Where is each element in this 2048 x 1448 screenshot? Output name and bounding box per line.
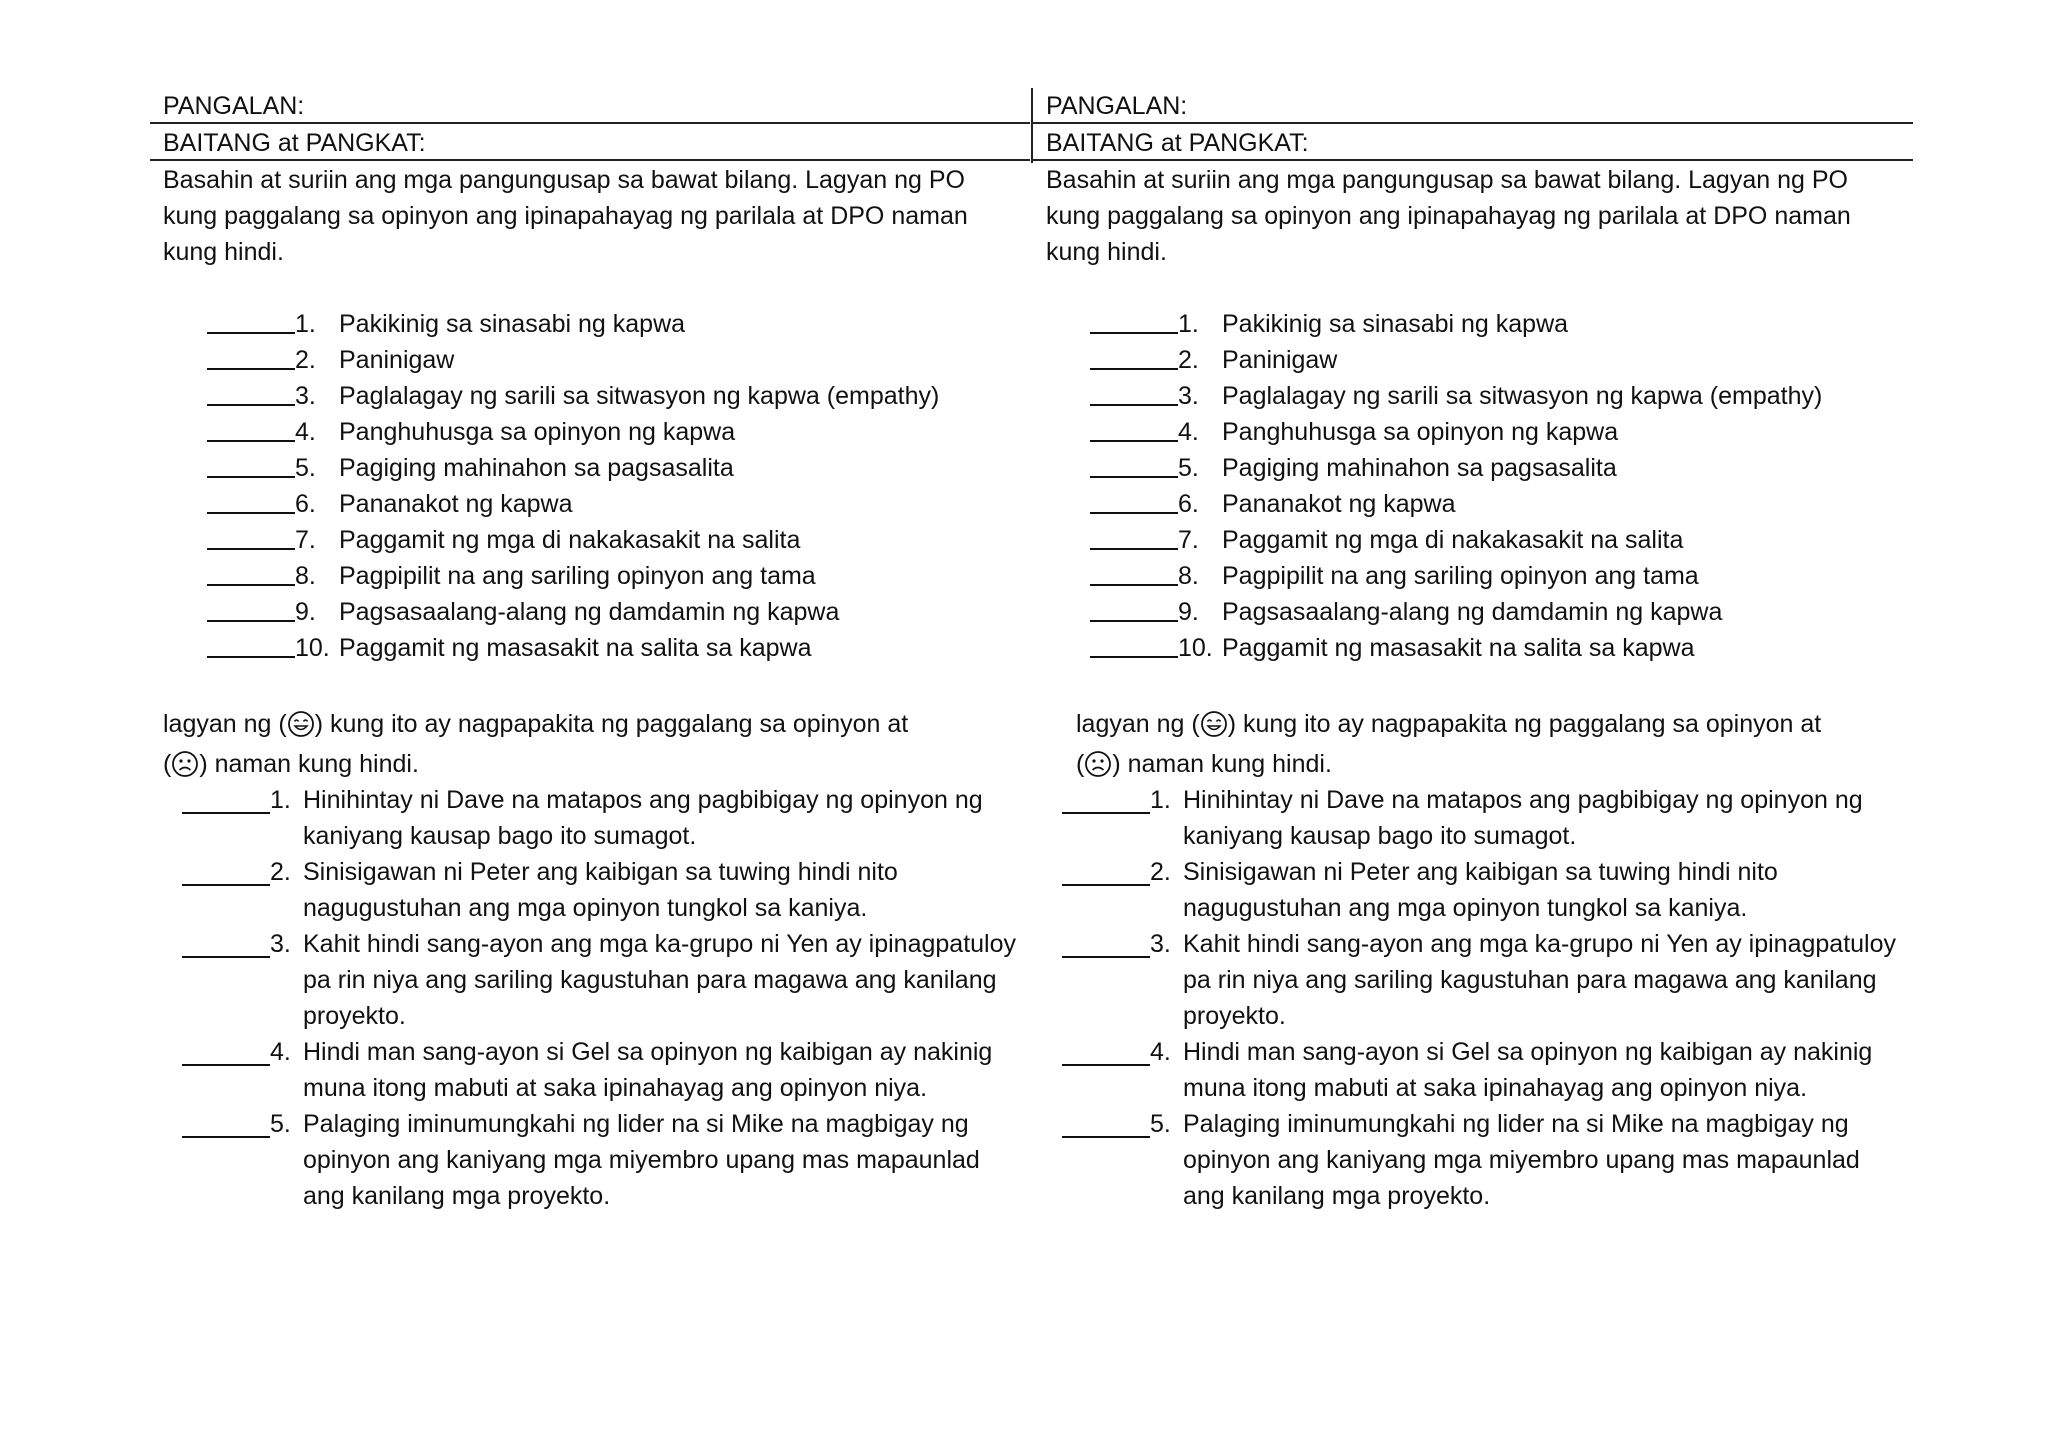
list-item [1090, 630, 1910, 666]
item-text: Pagiging mahinahon sa pagsasalita [1222, 454, 1617, 482]
list-item [1090, 306, 1910, 342]
answer-blank[interactable] [1090, 450, 1178, 478]
item-text: Paggamit ng mga di nakakasakit na salita [1222, 526, 1684, 554]
item-number: 10. [1178, 634, 1213, 662]
answer-blank[interactable] [207, 558, 295, 586]
sad-face-icon [171, 750, 199, 778]
item-text: Pakikinig sa sinasabi ng kapwa [339, 310, 686, 338]
part-b-list [182, 782, 1032, 1214]
item-number: 5. [270, 1110, 291, 1138]
list-item [182, 1034, 1032, 1106]
answer-blank[interactable] [182, 930, 270, 958]
item-number: 2. [1178, 346, 1199, 374]
list-item [207, 414, 1027, 450]
item-number: 2. [1150, 858, 1171, 886]
item-text: Paggamit ng mga di nakakasakit na salita [339, 526, 801, 554]
instr-text: ) naman kung hindi. [199, 750, 419, 778]
answer-blank[interactable] [1090, 630, 1178, 658]
item-text: Hinihintay ni Dave na matapos ang pagbibigay ng opinyon ng kaniyang kausap bago ito sumagot. [1183, 786, 1863, 850]
item-text: Kahit hindi sang-ayon ang mga ka-grupo ni Yen ay ipinagpatuloy pa rin niya ang sariling kagustuhan para magawa ang kanilang proyekto. [1183, 930, 1897, 1030]
instr-text: ( [163, 750, 172, 778]
smiling-face-icon [287, 710, 315, 738]
item-text: Sinisigawan ni Peter ang kaibigan sa tuwing hindi nito nagugustuhan ang mga opinyon tungkol sa kaniya. [1183, 858, 1778, 922]
item-text: Paggamit ng masasakit na salita sa kapwa [339, 634, 812, 662]
item-text: Pananakot ng kapwa [1222, 490, 1456, 518]
item-number: 2. [270, 858, 291, 886]
answer-blank[interactable] [182, 786, 270, 814]
item-number: 7. [1178, 526, 1199, 554]
item-text: Paggamit ng masasakit na salita sa kapwa [1222, 634, 1695, 662]
answer-blank[interactable] [1090, 306, 1178, 334]
item-number: 3. [295, 382, 316, 410]
list-item [1090, 450, 1910, 486]
item-text: Pakikinig sa sinasabi ng kapwa [1222, 310, 1569, 338]
answer-blank[interactable] [1090, 558, 1178, 586]
item-number: 5. [1178, 454, 1199, 482]
instr-text: ) kung ito ay nagpapakita ng paggalang sa opinyon at [314, 710, 909, 738]
list-item [1090, 558, 1910, 594]
answer-blank[interactable] [1062, 930, 1150, 958]
item-text: Hindi man sang-ayon si Gel sa opinyon ng kaibigan ay nakinig muna itong mabuti at saka ipinahayag ang opinyon niya. [1183, 1038, 1873, 1102]
list-item [207, 342, 1027, 378]
item-text: Pagpipilit na ang sariling opinyon ang tama [1222, 562, 1699, 590]
instr-text: ) kung ito ay nagpapakita ng paggalang sa opinyon at [1227, 710, 1822, 738]
list-item [1090, 342, 1910, 378]
answer-blank[interactable] [207, 378, 295, 406]
list-item [182, 926, 1032, 1034]
answer-blank[interactable] [1090, 594, 1178, 622]
item-text: Pagsasaalang-alang ng damdamin ng kapwa [339, 598, 840, 626]
item-number: 9. [1178, 598, 1199, 626]
list-item [1062, 926, 1912, 1034]
list-item [1062, 854, 1912, 926]
list-item [182, 782, 1032, 854]
item-text: Pagiging mahinahon sa pagsasalita [339, 454, 734, 482]
item-number: 4. [270, 1038, 291, 1066]
name-row [1033, 88, 1913, 124]
answer-blank[interactable] [1090, 414, 1178, 442]
list-item [1090, 414, 1910, 450]
item-number: 10. [295, 634, 330, 662]
part-b-list [1062, 782, 1912, 1214]
answer-blank[interactable] [207, 486, 295, 514]
answer-blank[interactable] [207, 522, 295, 550]
list-item [207, 486, 1027, 522]
item-number: 4. [1150, 1038, 1171, 1066]
list-item [182, 1106, 1032, 1214]
item-text: Pagsasaalang-alang ng damdamin ng kapwa [1222, 598, 1723, 626]
answer-blank[interactable] [207, 594, 295, 622]
item-text: Palaging iminumungkahi ng lider na si Mike na magbigay ng opinyon ang kaniyang mga miyembro upang mas mapaunlad ang kanilang mga proyekto. [1183, 1110, 1860, 1210]
list-item [1090, 486, 1910, 522]
item-text: Paninigaw [1222, 346, 1338, 374]
item-number: 3. [270, 930, 291, 958]
grade-label: BAITANG at PANGKAT: [163, 129, 426, 157]
item-text: Paglalagay ng sarili sa sitwasyon ng kapwa (empathy) [339, 382, 940, 410]
list-item [182, 854, 1032, 926]
item-number: 1. [1178, 310, 1199, 338]
answer-blank[interactable] [1062, 1038, 1150, 1066]
answer-blank[interactable] [1090, 486, 1178, 514]
list-item [207, 450, 1027, 486]
list-item [207, 522, 1027, 558]
item-number: 1. [295, 310, 316, 338]
list-item [1062, 1034, 1912, 1106]
item-text: Kahit hindi sang-ayon ang mga ka-grupo ni Yen ay ipinagpatuloy pa rin niya ang sariling kagustuhan para magawa ang kanilang proyekto. [303, 930, 1017, 1030]
item-text: Hindi man sang-ayon si Gel sa opinyon ng kaibigan ay nakinig muna itong mabuti at saka ipinahayag ang opinyon niya. [303, 1038, 993, 1102]
answer-blank[interactable] [207, 306, 295, 334]
part-b-instructions [163, 704, 1023, 784]
item-text: Palaging iminumungkahi ng lider na si Mike na magbigay ng opinyon ang kaniyang mga miyembro upang mas mapaunlad ang kanilang mga proyekto. [303, 1110, 980, 1210]
answer-blank[interactable] [182, 858, 270, 886]
answer-blank[interactable] [1090, 522, 1178, 550]
item-text: Sinisigawan ni Peter ang kaibigan sa tuwing hindi nito nagugustuhan ang mga opinyon tungkol sa kaniya. [303, 858, 898, 922]
list-item [207, 630, 1027, 666]
name-label: PANGALAN: [163, 92, 305, 120]
answer-blank[interactable] [207, 414, 295, 442]
answer-blank[interactable] [207, 450, 295, 478]
answer-blank[interactable] [1090, 378, 1178, 406]
list-item [207, 306, 1027, 342]
part-a-list [1090, 306, 1910, 666]
part-a-list [207, 306, 1027, 666]
part-a-instructions: Basahin at suriin ang mga pangungusap sa bawat bilang. Lagyan ng PO kung paggalang sa opinyon ang ipinapahayag ng parilala at DPO naman kung hindi. [1046, 166, 1851, 266]
worksheet-right [1033, 0, 1913, 1448]
answer-blank[interactable] [1090, 342, 1178, 370]
part-b-instructions [1076, 704, 1936, 784]
smiling-face-icon [1200, 710, 1228, 738]
name-label: PANGALAN: [1046, 92, 1188, 120]
item-number: 2. [295, 346, 316, 374]
worksheet-left [150, 0, 1030, 1448]
item-number: 5. [295, 454, 316, 482]
part-a-instructions: Basahin at suriin ang mga pangungusap sa bawat bilang. Lagyan ng PO kung paggalang sa opinyon ang ipinapahayag ng parilala at DPO naman kung hindi. [163, 166, 968, 266]
item-number: 1. [270, 786, 291, 814]
list-item [1062, 782, 1912, 854]
grade-label: BAITANG at PANGKAT: [1046, 129, 1309, 157]
answer-blank[interactable] [1062, 858, 1150, 886]
list-item [1090, 522, 1910, 558]
answer-blank[interactable] [1062, 1110, 1150, 1138]
list-item [1062, 1106, 1912, 1214]
sad-face-icon [1084, 750, 1112, 778]
answer-blank[interactable] [1062, 786, 1150, 814]
name-row [150, 88, 1030, 124]
answer-blank[interactable] [182, 1038, 270, 1066]
item-number: 8. [295, 562, 316, 590]
list-item [207, 558, 1027, 594]
item-text: Paglalagay ng sarili sa sitwasyon ng kapwa (empathy) [1222, 382, 1823, 410]
item-text: Paninigaw [339, 346, 455, 374]
item-number: 5. [1150, 1110, 1171, 1138]
item-number: 3. [1178, 382, 1199, 410]
list-item [1090, 594, 1910, 630]
item-text: Panghuhusga sa opinyon ng kapwa [339, 418, 736, 446]
item-text: Pananakot ng kapwa [339, 490, 573, 518]
item-text: Hinihintay ni Dave na matapos ang pagbibigay ng opinyon ng kaniyang kausap bago ito sumagot. [303, 786, 983, 850]
instr-text: lagyan ng ( [1076, 710, 1200, 738]
item-number: 6. [295, 490, 316, 518]
grade-row [150, 125, 1030, 161]
answer-blank[interactable] [182, 1110, 270, 1138]
item-number: 9. [295, 598, 316, 626]
list-item [207, 378, 1027, 414]
instr-text: lagyan ng ( [163, 710, 287, 738]
item-text: Panghuhusga sa opinyon ng kapwa [1222, 418, 1619, 446]
list-item [207, 594, 1027, 630]
grade-row [1033, 125, 1913, 161]
list-item [1090, 378, 1910, 414]
item-number: 8. [1178, 562, 1199, 590]
item-number: 1. [1150, 786, 1171, 814]
item-number: 7. [295, 526, 316, 554]
item-number: 4. [295, 418, 316, 446]
item-text: Pagpipilit na ang sariling opinyon ang tama [339, 562, 816, 590]
item-number: 3. [1150, 930, 1171, 958]
item-number: 4. [1178, 418, 1199, 446]
item-number: 6. [1178, 490, 1199, 518]
instr-text: ( [1076, 750, 1085, 778]
instr-text: ) naman kung hindi. [1112, 750, 1332, 778]
answer-blank[interactable] [207, 342, 295, 370]
answer-blank[interactable] [207, 630, 295, 658]
